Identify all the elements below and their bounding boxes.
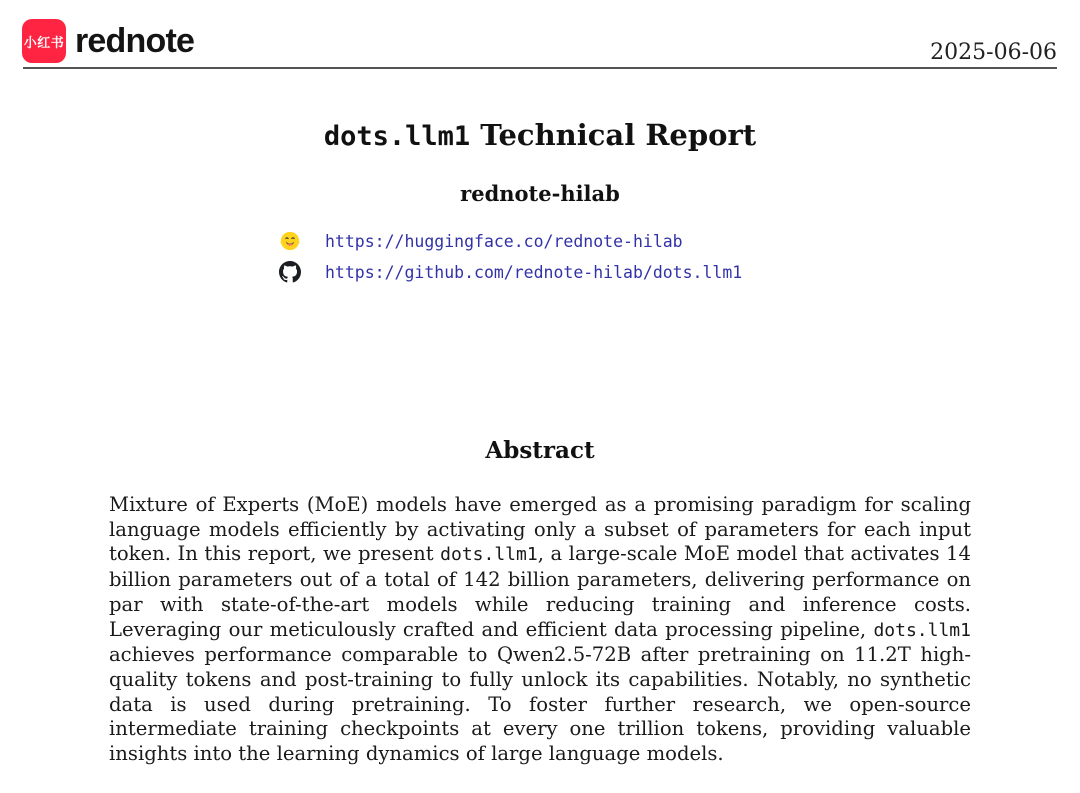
link-row-github: [277, 259, 803, 285]
brand-wordmark: rednote: [75, 21, 195, 60]
abstract-segment: Mixture of Experts (MoE) models have emerged as a promising paradigm for scaling language models efficiently by activating only a subset of parameters for each input token. In this report, we present: [109, 493, 971, 566]
abstract-text: [109, 493, 971, 767]
logo-badge-text: 小红书: [23, 34, 65, 50]
github-link[interactable]: https://github.com/rednote-hilab/dots.llm1: [325, 262, 743, 282]
header-rule: [23, 67, 1057, 69]
author: rednote-hilab: [460, 181, 620, 206]
abstract-segment: achieves performance comparable to Qwen2.5-72B after pretraining on 11.2T high-quality tokens and post-training to fully unlock its capabilities. Notably, no synthetic data is used during pretraining. To foster further research, we open-source intermediate training checkpoints at every one trillion tokens, providing valuable insights into the learning dynamics of large language models.: [109, 643, 971, 766]
github-icon: [277, 260, 303, 284]
inline-code-model-name: dots.llm1: [873, 619, 971, 641]
brand: [22, 19, 194, 63]
links-block: [0, 228, 1080, 285]
page-title: [0, 118, 1080, 152]
title-model-name: dots.llm1: [323, 121, 471, 152]
abstract-heading: Abstract: [485, 437, 595, 464]
link-row-huggingface: [277, 228, 803, 254]
huggingface-icon: [277, 229, 303, 253]
abstract-segment: , a large-scale MoE model that activates 14 billion parameters out of a total of 142 billion parameters, delivering performance on par with state-of-the-art models while reducing training and inference costs. Leveraging our meticulously crafted and efficient data processing pipeline,: [109, 542, 971, 641]
inline-code-model-name: dots.llm1: [440, 544, 538, 566]
page-header: [0, 0, 1080, 69]
rednote-logo-icon: [22, 19, 66, 63]
huggingface-link[interactable]: https://huggingface.co/rednote-hilab: [325, 231, 683, 251]
header-date: 2025-06-06: [930, 40, 1057, 65]
title-rest: Technical Report: [470, 118, 757, 152]
